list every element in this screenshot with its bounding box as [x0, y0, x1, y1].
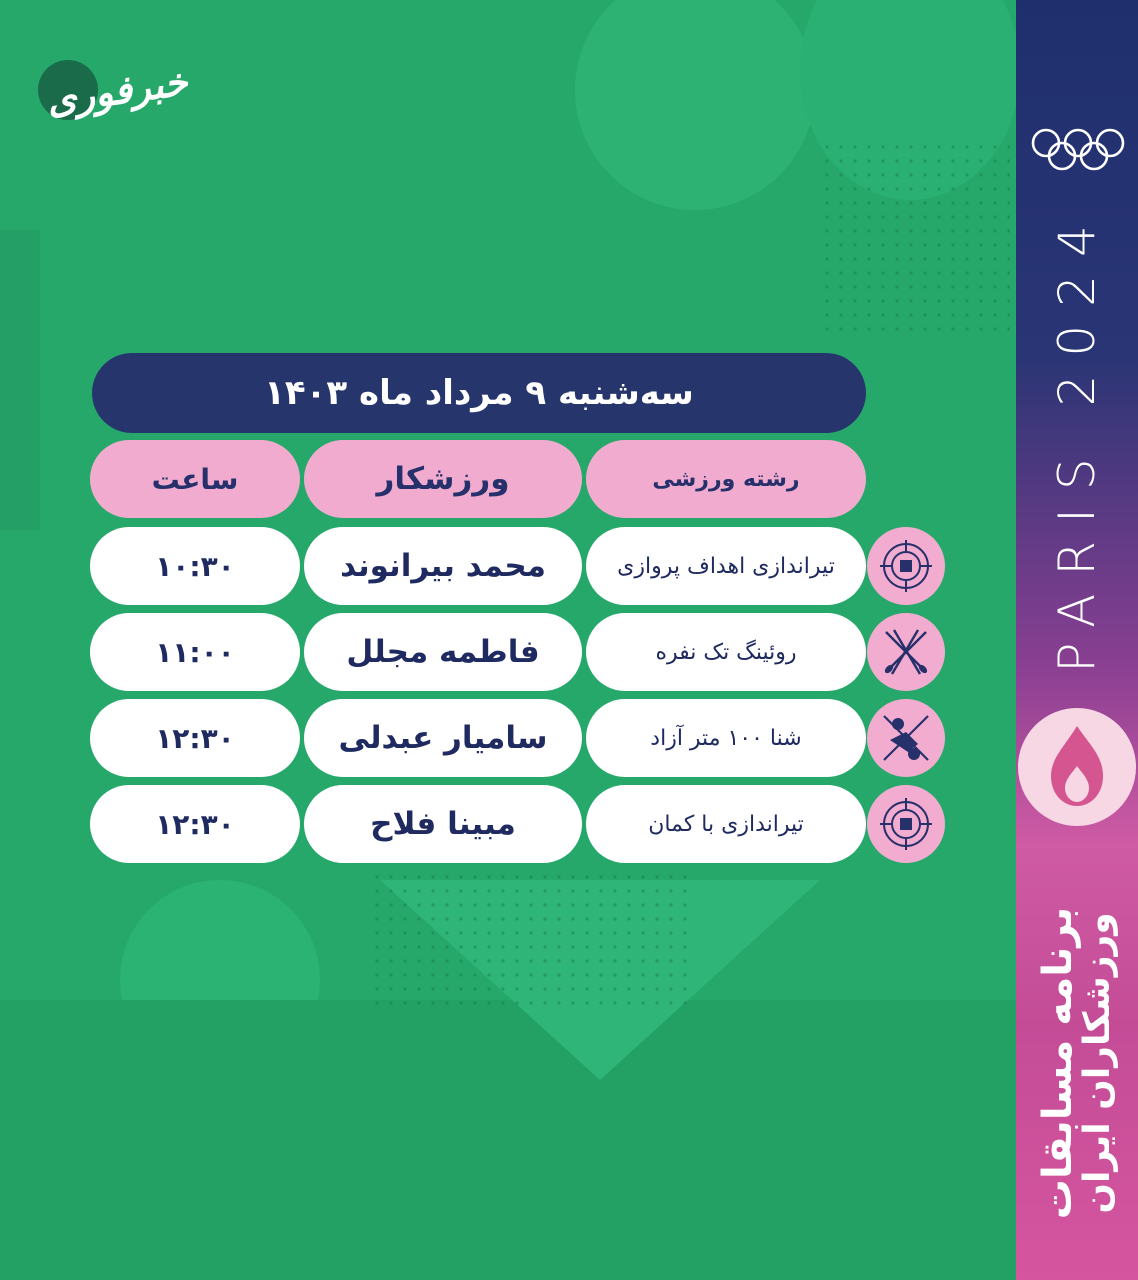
banner-title-line2: ورزشکاران ایران [1077, 912, 1119, 1214]
row-3-time: ۱۲:۳۰ [90, 699, 300, 777]
header-athlete: ورزشکار [304, 440, 582, 518]
paris-2024-title: PARIS 2024 [1048, 207, 1106, 673]
row-3-athlete: سامیار عبدلی [304, 699, 582, 777]
row-1-sport: تیراندازی اهداف پروازی [586, 527, 866, 605]
banner-title-line1: برنامه مسابقات [1035, 906, 1082, 1220]
row-4-sport: تیراندازی با کمان [586, 785, 866, 863]
row-1-time: ۱۰:۳۰ [90, 527, 300, 605]
bg-block-left [0, 230, 40, 530]
row-4-time: ۱۲:۳۰ [90, 785, 300, 863]
row-2-sport-icon [867, 613, 945, 691]
bg-dots-bottom [370, 870, 690, 1010]
flame-icon [1037, 722, 1117, 812]
olympic-rings-icon [1030, 125, 1126, 175]
row-4-athlete: مبینا فلاح [304, 785, 582, 863]
header-sport: رشته ورزشی [586, 440, 866, 518]
row-1-athlete: محمد بیرانوند [304, 527, 582, 605]
row-1-sport-icon [867, 527, 945, 605]
shooting-target-icon [878, 538, 934, 594]
logo-text: خبرفوری [43, 58, 191, 123]
row-2-athlete: فاطمه مجلل [304, 613, 582, 691]
header-time: ساعت [90, 440, 300, 518]
schedule-date: سه‌شنبه ۹ مرداد ماه ۱۴۰۳ [92, 353, 866, 433]
bg-circle-top [575, 0, 815, 210]
brand-logo [38, 58, 191, 124]
paris-flame-emblem [1018, 708, 1136, 826]
row-4-sport-icon [867, 785, 945, 863]
rowing-oars-icon [878, 624, 934, 680]
row-3-sport: شنا ۱۰۰ متر آزاد [586, 699, 866, 777]
swimming-icon [878, 710, 934, 766]
archery-target-icon [878, 796, 934, 852]
row-2-time: ۱۱:۰۰ [90, 613, 300, 691]
row-3-sport-icon [867, 699, 945, 777]
banner-title [1037, 907, 1117, 1219]
row-2-sport: روئینگ تک نفره [586, 613, 866, 691]
bg-dots-top [820, 140, 1010, 340]
